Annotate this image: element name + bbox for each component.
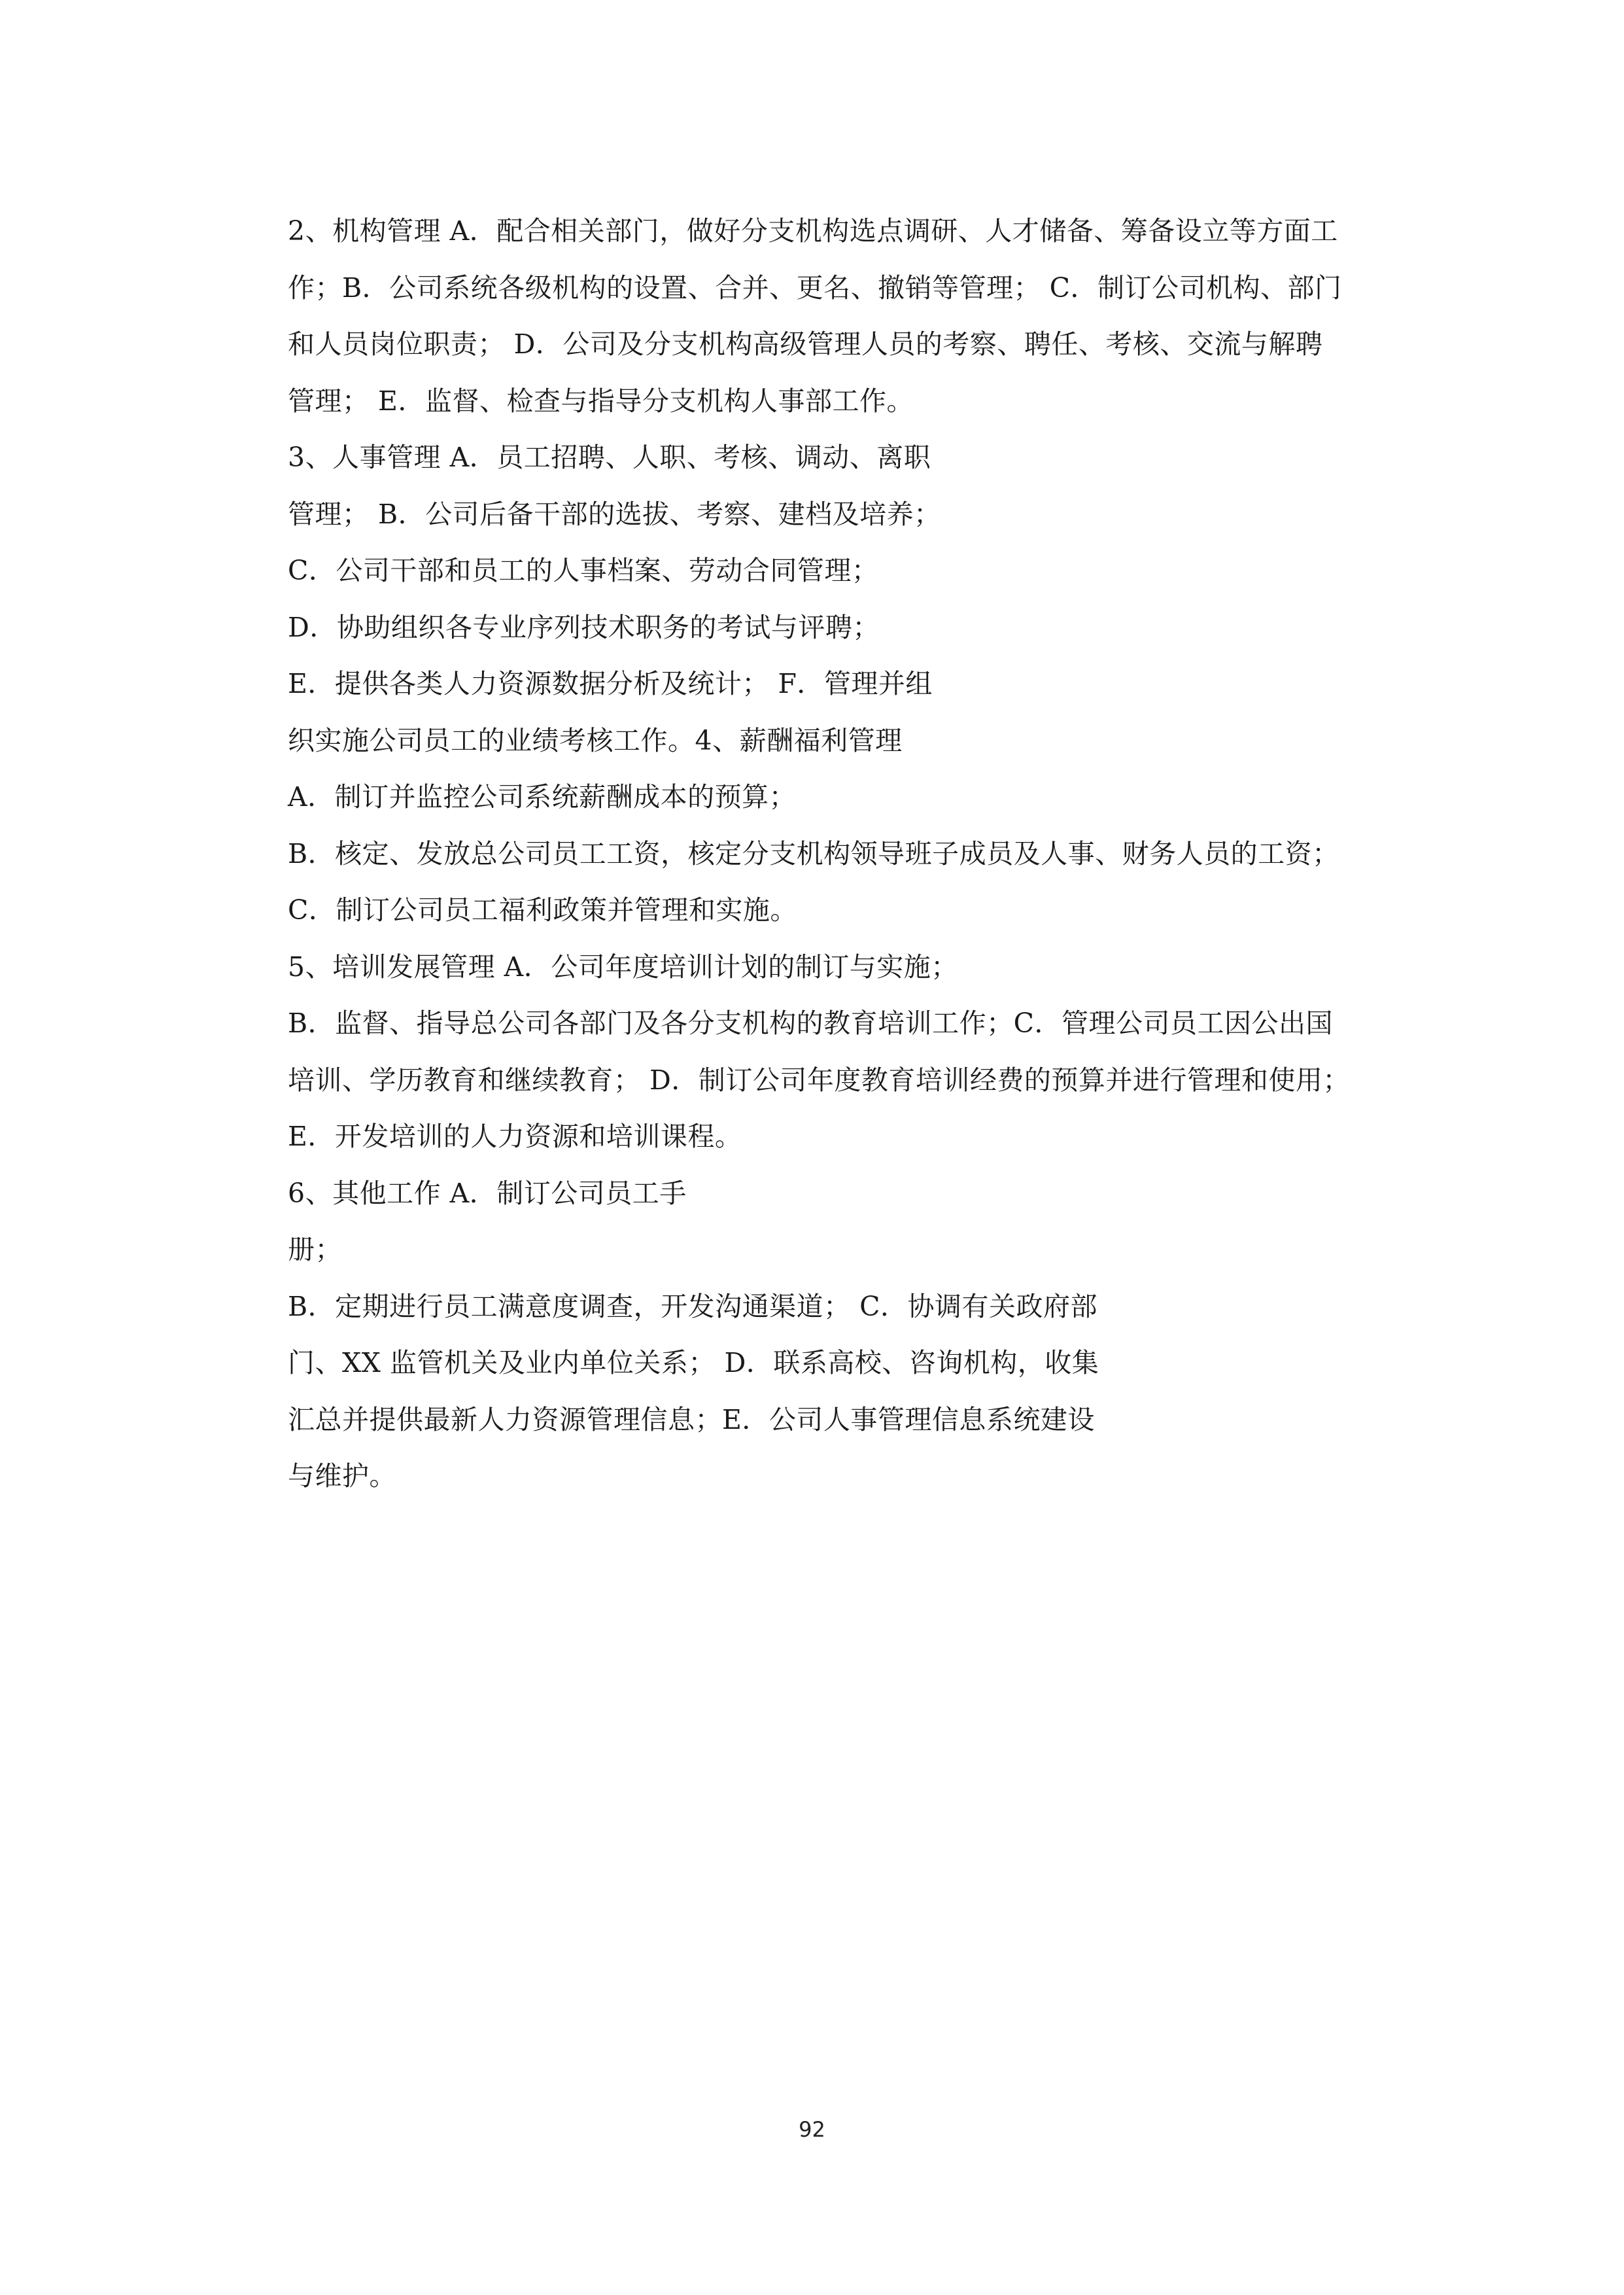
- text-line: 培训、学历教育和继续教育； D．制订公司年度教育培训经费的预算并进行管理和使用；: [288, 1064, 1350, 1096]
- text-line: E．提供各类人力资源数据分析及统计； F．管理并组: [288, 668, 933, 699]
- text-line: A．制订并监控公司系统薪酬成本的预算；: [288, 781, 797, 813]
- text-line: 汇总并提供最新人力资源管理信息；E．公司人事管理信息系统建设: [288, 1403, 1095, 1435]
- text-line: 管理； E．监督、检查与指导分支机构人事部工作。: [288, 385, 914, 417]
- text-line: 门、XX 监管机关及业内单位关系； D．联系高校、咨询机构，收集: [288, 1347, 1099, 1378]
- text-line: 6、其他工作 A．制订公司员工手: [288, 1177, 687, 1209]
- text-line: 与维护。: [288, 1460, 396, 1492]
- text-line: 作；B．公司系统各级机构的设置、合并、更名、撤销等管理； C．制订公司机构、部门: [288, 272, 1342, 304]
- body-text: [288, 203, 1439, 1505]
- text-line: 册；: [288, 1234, 342, 1265]
- text-line: 织实施公司员工的业绩考核工作。4、薪酬福利管理: [288, 724, 903, 756]
- text-line: D．协助组织各专业序列技术职务的考试与评聘；: [288, 611, 880, 643]
- text-line: C．制订公司员工福利政策并管理和实施。: [288, 894, 797, 926]
- text-line: B．定期进行员工满意度调查，开发沟通渠道； C．协调有关政府部: [288, 1290, 1098, 1322]
- text-line: B．核定、发放总公司员工工资，核定分支机构领导班子成员及人事、财务人员的工资；: [288, 837, 1339, 869]
- text-line: C．公司干部和员工的人事档案、劳动合同管理；: [288, 555, 879, 586]
- text-line: 和人员岗位职责； D．公司及分支机构高级管理人员的考察、聘任、考核、交流与解聘: [288, 328, 1323, 360]
- text-line: 2、机构管理 A．配合相关部门，做好分支机构选点调研、人才储备、筹备设立等方面工: [288, 215, 1338, 247]
- page-number: 92: [799, 2117, 825, 2142]
- text-line: B．监督、指导总公司各部门及各分支机构的教育培训工作；C．管理公司员工因公出国: [288, 1007, 1333, 1039]
- text-line: E．开发培训的人力资源和培训课程。: [288, 1121, 742, 1152]
- text-line: 5、培训发展管理 A．公司年度培训计划的制订与实施；: [288, 951, 958, 983]
- text-line: 3、人事管理 A．员工招聘、人职、考核、调动、离职: [288, 442, 931, 473]
- text-line: 管理； B．公司后备干部的选拔、考察、建档及培养；: [288, 498, 941, 530]
